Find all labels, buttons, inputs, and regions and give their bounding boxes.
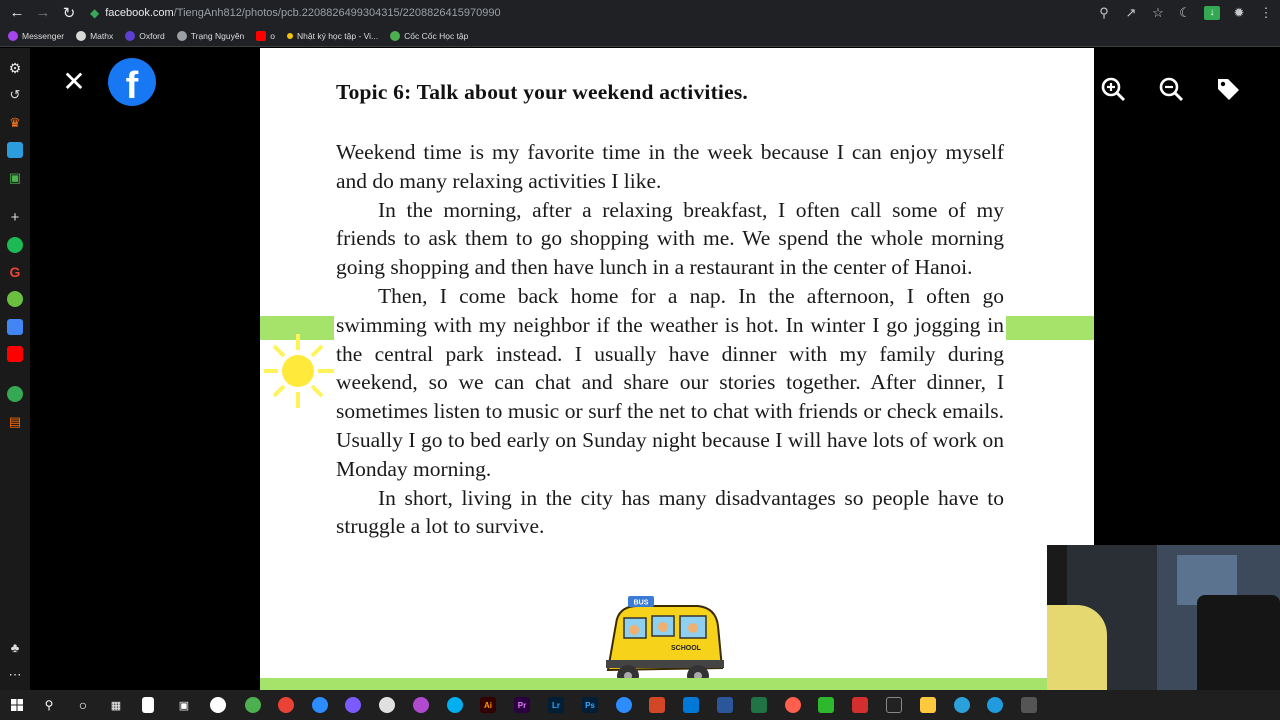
green-stripe-bottom xyxy=(260,678,1094,690)
add-icon[interactable]: + xyxy=(10,208,20,226)
globe-icon[interactable] xyxy=(7,386,23,402)
zoom-app-icon[interactable] xyxy=(312,697,328,713)
cart-icon[interactable]: ▤ xyxy=(8,414,22,429)
store-icon[interactable] xyxy=(1021,697,1037,713)
topic-heading: Topic 6: Talk about your weekend activities. xyxy=(336,80,748,104)
google-icon[interactable]: G xyxy=(9,264,21,280)
paragraph: In the morning, after a relaxing breakfast, I often call some of my friends to ask them to go shopping with me. We spend the whole morning going shopping and then have lunch in a restaurant in the center of Hanoi. xyxy=(336,197,1004,280)
obs-icon[interactable] xyxy=(210,697,226,713)
bookmark-trang-nguyen[interactable] xyxy=(177,31,245,41)
bookmark-label: Mathx xyxy=(90,30,114,41)
address-bar xyxy=(0,0,1280,25)
paragraph: Then, I come back home for a nap. In the afternoon, I often go swimming with my neighbor if the weather is hot. In winter I go jogging in the central park instead. I usually have dinner with my family during weekend, so we can chat and share our stories together. After dinner, I sometimes listen to music or surf the net to chat with friends or check emails. Usually I go to bed early on Sunday night because I will have lots of work on Monday morning. xyxy=(336,283,1004,481)
bookmark-label: Trạng Nguyên xyxy=(190,30,245,41)
skype-icon[interactable] xyxy=(447,697,463,713)
webcam-chair xyxy=(1197,595,1280,690)
tag-icon[interactable] xyxy=(1215,76,1241,102)
extension-icon[interactable] xyxy=(7,291,23,307)
dark-mode-icon[interactable]: ☾ xyxy=(1179,4,1191,20)
cortana-icon[interactable]: ○ xyxy=(78,697,88,713)
share-icon[interactable]: ↗ xyxy=(1125,4,1137,20)
excel-icon[interactable] xyxy=(751,697,767,713)
camera-icon[interactable]: ▣ xyxy=(178,699,190,712)
mathx-icon xyxy=(76,31,86,41)
green-stripe-right xyxy=(1006,316,1094,340)
edge-icon[interactable] xyxy=(987,697,1003,713)
bookmark-oxford[interactable] xyxy=(125,31,165,41)
bookmark-messenger[interactable] xyxy=(8,31,64,41)
more-icon[interactable]: ⋮ xyxy=(1259,4,1273,20)
chrome-remote-icon[interactable] xyxy=(785,697,801,713)
facebook-logo-icon[interactable]: f xyxy=(108,58,156,106)
url-domain: facebook.com xyxy=(105,6,174,19)
extensions-icon[interactable]: ✹ xyxy=(1233,4,1245,20)
reload-icon[interactable]: ↻ xyxy=(62,4,76,22)
essay-text xyxy=(336,138,1004,541)
bookmark-label: Oxford xyxy=(139,30,165,41)
oxford-icon xyxy=(125,31,135,41)
file-explorer-icon[interactable] xyxy=(920,697,936,713)
bookmarks-bar xyxy=(0,25,1280,47)
premiere-icon[interactable]: Pr xyxy=(514,697,530,713)
close-icon[interactable]: ✕ xyxy=(62,66,86,97)
camtasia-icon[interactable] xyxy=(818,697,834,713)
bookmark-nhat-ky[interactable] xyxy=(287,31,378,41)
windows-start-icon[interactable] xyxy=(9,697,25,713)
download-icon[interactable]: ↓ xyxy=(1204,6,1220,20)
bookmark-mathx[interactable] xyxy=(76,31,113,41)
3d-viewer-icon[interactable] xyxy=(683,697,699,713)
zoom-out-icon[interactable] xyxy=(1158,76,1184,102)
bookmark-label: o xyxy=(270,30,276,41)
paragraph: In short, living in the city has many disadvantages so people have to struggle a lot to survive. xyxy=(336,485,1004,539)
word-icon[interactable] xyxy=(717,697,733,713)
bookmark-label: Cốc Cốc Học tập xyxy=(404,30,469,41)
sun-icon xyxy=(260,328,340,414)
star-icon xyxy=(287,33,293,39)
browser-sidebar xyxy=(0,48,30,690)
powerpoint-icon[interactable] xyxy=(649,697,665,713)
paragraph: Weekend time is my favorite time in the week because I can enjoy myself and do many relaxing activities I like. xyxy=(336,140,1004,193)
chrome-icon[interactable] xyxy=(278,697,294,713)
lightroom-icon[interactable]: Lr xyxy=(548,697,564,713)
search-icon[interactable]: ⚲ xyxy=(44,698,54,712)
gamepad-icon[interactable]: ▣ xyxy=(8,170,22,185)
itunes-icon[interactable] xyxy=(379,697,395,713)
shield-icon[interactable] xyxy=(852,697,868,713)
crown-icon[interactable]: ♛ xyxy=(9,115,21,130)
file-icon[interactable] xyxy=(142,697,154,713)
more-icon[interactable]: ⋯ xyxy=(8,667,22,682)
messenger-app-icon[interactable] xyxy=(345,697,361,713)
bus-school-label: SCHOOL xyxy=(671,645,701,652)
zoom-meetings-icon[interactable] xyxy=(616,697,632,713)
task-view-icon[interactable]: ▦ xyxy=(110,699,122,712)
url-path: /TiengAnh812/photos/pcb.2208826499304315/2208826415970990 xyxy=(173,6,501,19)
telegram-icon[interactable] xyxy=(954,697,970,713)
back-icon[interactable]: ← xyxy=(9,4,25,21)
chat-icon[interactable] xyxy=(7,142,23,158)
coccoc-icon xyxy=(390,31,400,41)
url-field[interactable] xyxy=(90,2,501,24)
zoom-page-icon[interactable]: ⚲ xyxy=(1099,4,1109,20)
bookmark-label: Messenger xyxy=(22,30,65,41)
bookmark-coc-coc[interactable] xyxy=(390,31,468,41)
paint-icon[interactable] xyxy=(413,697,429,713)
history-icon[interactable]: ↺ xyxy=(9,87,21,102)
zoom-in-icon[interactable] xyxy=(1100,76,1126,102)
browser-actions xyxy=(1096,0,1274,25)
settings-icon[interactable]: ⚙ xyxy=(8,59,22,76)
school-bus-illustration xyxy=(598,596,728,690)
capcut-icon[interactable] xyxy=(886,697,902,713)
youtube-icon xyxy=(256,31,266,41)
globe-icon xyxy=(177,31,187,41)
bookmark-star-icon[interactable]: ☆ xyxy=(1152,4,1164,20)
youtube-icon[interactable] xyxy=(7,346,23,362)
forward-icon[interactable]: → xyxy=(35,4,51,21)
webcam-shadow xyxy=(1047,545,1067,605)
notification-bell-icon[interactable]: ♣ xyxy=(10,639,20,655)
bookmark-youtube[interactable] xyxy=(256,31,275,41)
webcam-overlay xyxy=(1047,545,1280,690)
translate-icon[interactable] xyxy=(7,319,23,335)
bookmark-label: Nhật ký học tập - Vi... xyxy=(297,30,379,41)
illustrator-icon[interactable]: Ai xyxy=(480,697,496,713)
bus-sign-text: BUS xyxy=(633,599,649,607)
messenger-icon xyxy=(8,31,18,41)
lock-icon: ◆ xyxy=(90,5,100,20)
spotify-icon[interactable] xyxy=(7,237,23,253)
windows-taskbar xyxy=(0,690,1280,720)
photoshop-icon[interactable]: Ps xyxy=(582,697,598,713)
coccoc-browser-icon[interactable] xyxy=(245,697,261,713)
photo-image xyxy=(260,48,1094,690)
webcam-person xyxy=(1047,605,1107,690)
